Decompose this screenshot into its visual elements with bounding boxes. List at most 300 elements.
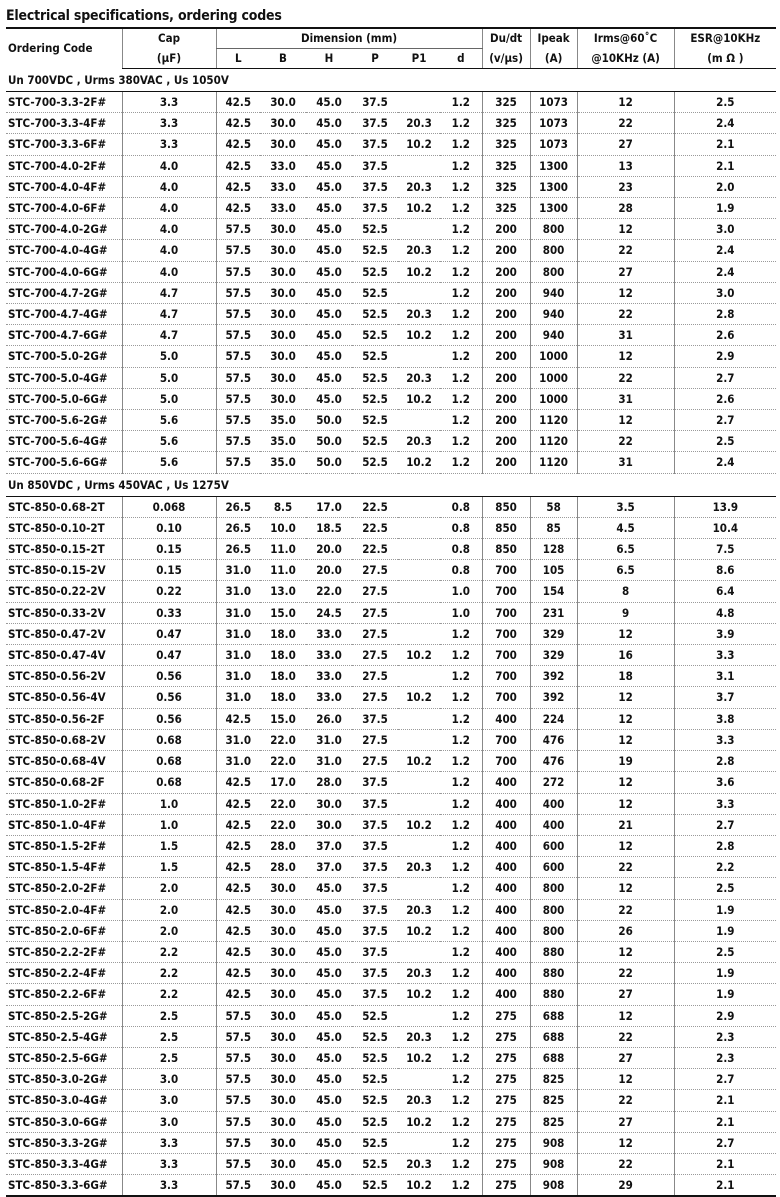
cell-P1 xyxy=(398,941,440,962)
cell-dudt: 325 xyxy=(482,134,530,155)
cell-B: 30.0 xyxy=(260,367,306,388)
cell-L: 42.5 xyxy=(216,155,260,176)
cell-ipeak: 800 xyxy=(530,899,577,920)
cell-B: 28.0 xyxy=(260,835,306,856)
table-row xyxy=(6,1132,776,1153)
cell-irms: 22 xyxy=(577,1026,674,1047)
cell-P1: 20.3 xyxy=(398,304,440,325)
cell-L: 42.5 xyxy=(216,176,260,197)
cell-dudt: 200 xyxy=(482,261,530,282)
cell-B: 13.0 xyxy=(260,581,306,602)
section-header xyxy=(6,473,776,496)
cell-H: 45.0 xyxy=(306,920,352,941)
cell-L: 57.5 xyxy=(216,1026,260,1047)
cell-ipeak: 1300 xyxy=(530,198,577,219)
cell-code: STC-700-5.0-2G# xyxy=(6,346,122,367)
cell-H: 26.0 xyxy=(306,708,352,729)
cell-irms: 28 xyxy=(577,198,674,219)
cell-cap: 4.0 xyxy=(122,198,216,219)
cell-ipeak: 688 xyxy=(530,1047,577,1068)
table-row xyxy=(6,304,776,325)
cell-H: 45.0 xyxy=(306,1026,352,1047)
cell-d: 0.8 xyxy=(440,517,482,538)
cell-d: 1.2 xyxy=(440,325,482,346)
cell-d: 1.2 xyxy=(440,941,482,962)
cell-P: 52.5 xyxy=(352,1090,398,1111)
cell-ipeak: 1300 xyxy=(530,155,577,176)
cell-irms: 27 xyxy=(577,134,674,155)
cell-B: 30.0 xyxy=(260,113,306,134)
cell-d: 1.2 xyxy=(440,1111,482,1132)
cell-cap: 3.0 xyxy=(122,1111,216,1132)
cell-cap: 0.47 xyxy=(122,645,216,666)
cell-P: 37.5 xyxy=(352,920,398,941)
table-row xyxy=(6,602,776,623)
cell-L: 31.0 xyxy=(216,687,260,708)
cell-L: 31.0 xyxy=(216,751,260,772)
cell-P: 52.5 xyxy=(352,1111,398,1132)
cell-H: 20.0 xyxy=(306,560,352,581)
table-row xyxy=(6,539,776,560)
table-row xyxy=(6,1111,776,1132)
cell-d: 1.2 xyxy=(440,155,482,176)
cell-P1 xyxy=(398,560,440,581)
cell-code: STC-850-0.68-2V xyxy=(6,729,122,750)
cell-cap: 0.22 xyxy=(122,581,216,602)
cell-irms: 23 xyxy=(577,176,674,197)
table-body xyxy=(6,69,776,1197)
cell-L: 31.0 xyxy=(216,645,260,666)
cell-d: 1.2 xyxy=(440,984,482,1005)
cell-H: 37.0 xyxy=(306,857,352,878)
cell-P: 27.5 xyxy=(352,623,398,644)
cell-irms: 22 xyxy=(577,240,674,261)
cell-L: 42.5 xyxy=(216,708,260,729)
cell-esr: 2.1 xyxy=(674,1111,776,1132)
cell-d: 1.0 xyxy=(440,602,482,623)
cell-esr: 2.5 xyxy=(674,878,776,899)
cell-esr: 2.4 xyxy=(674,452,776,473)
cell-irms: 22 xyxy=(577,857,674,878)
cell-cap: 4.0 xyxy=(122,240,216,261)
cell-L: 42.5 xyxy=(216,772,260,793)
cell-cap: 5.0 xyxy=(122,367,216,388)
cell-d: 1.2 xyxy=(440,452,482,473)
table-row xyxy=(6,176,776,197)
header-d: d xyxy=(440,49,482,69)
cell-ipeak: 800 xyxy=(530,219,577,240)
cell-d: 1.2 xyxy=(440,134,482,155)
cell-P1 xyxy=(398,282,440,303)
table-row xyxy=(6,517,776,538)
header-row-1 xyxy=(6,28,776,49)
cell-cap: 5.6 xyxy=(122,410,216,431)
cell-code: STC-850-3.0-6G# xyxy=(6,1111,122,1132)
header-H: H xyxy=(306,49,352,69)
cell-P1 xyxy=(398,772,440,793)
cell-esr: 3.1 xyxy=(674,666,776,687)
cell-P1: 10.2 xyxy=(398,814,440,835)
cell-cap: 0.56 xyxy=(122,708,216,729)
cell-esr: 2.9 xyxy=(674,346,776,367)
cell-H: 45.0 xyxy=(306,1047,352,1068)
cell-esr: 2.1 xyxy=(674,1090,776,1111)
cell-P1: 20.3 xyxy=(398,113,440,134)
cell-irms: 12 xyxy=(577,282,674,303)
table-row xyxy=(6,878,776,899)
cell-d: 1.2 xyxy=(440,282,482,303)
cell-P: 52.5 xyxy=(352,325,398,346)
cell-irms: 19 xyxy=(577,751,674,772)
cell-L: 57.5 xyxy=(216,1111,260,1132)
cell-P: 22.5 xyxy=(352,517,398,538)
cell-code: STC-850-0.68-4V xyxy=(6,751,122,772)
cell-B: 18.0 xyxy=(260,623,306,644)
cell-d: 1.2 xyxy=(440,1175,482,1197)
cell-ipeak: 58 xyxy=(530,496,577,517)
cell-L: 57.5 xyxy=(216,1047,260,1068)
header-ordering-code: Ordering Code xyxy=(6,28,122,69)
cell-d: 1.2 xyxy=(440,645,482,666)
cell-P1 xyxy=(398,539,440,560)
table-row xyxy=(6,1069,776,1090)
cell-B: 8.5 xyxy=(260,496,306,517)
cell-d: 1.2 xyxy=(440,1047,482,1068)
cell-d: 1.2 xyxy=(440,729,482,750)
cell-ipeak: 329 xyxy=(530,645,577,666)
cell-L: 42.5 xyxy=(216,963,260,984)
table-row xyxy=(6,1090,776,1111)
cell-P: 52.5 xyxy=(352,261,398,282)
cell-H: 45.0 xyxy=(306,282,352,303)
cell-esr: 13.9 xyxy=(674,496,776,517)
cell-B: 30.0 xyxy=(260,282,306,303)
cell-d: 1.0 xyxy=(440,581,482,602)
section-label: Un 850VDC , Urms 450VAC , Us 1275V xyxy=(6,473,776,496)
cell-cap: 3.3 xyxy=(122,92,216,113)
cell-L: 57.5 xyxy=(216,240,260,261)
table-row xyxy=(6,623,776,644)
cell-B: 35.0 xyxy=(260,452,306,473)
cell-dudt: 275 xyxy=(482,1005,530,1026)
cell-P1 xyxy=(398,219,440,240)
cell-P1: 20.3 xyxy=(398,431,440,452)
cell-B: 18.0 xyxy=(260,687,306,708)
cell-L: 42.5 xyxy=(216,878,260,899)
cell-code: STC-850-0.33-2V xyxy=(6,602,122,623)
cell-B: 30.0 xyxy=(260,240,306,261)
cell-code: STC-850-2.5-6G# xyxy=(6,1047,122,1068)
cell-P1 xyxy=(398,496,440,517)
cell-code: STC-700-4.0-6G# xyxy=(6,261,122,282)
cell-P1 xyxy=(398,1069,440,1090)
cell-L: 42.5 xyxy=(216,92,260,113)
cell-L: 57.5 xyxy=(216,1005,260,1026)
cell-L: 31.0 xyxy=(216,729,260,750)
cell-esr: 3.9 xyxy=(674,623,776,644)
cell-P: 27.5 xyxy=(352,602,398,623)
table-row xyxy=(6,410,776,431)
cell-dudt: 850 xyxy=(482,517,530,538)
cell-P1 xyxy=(398,581,440,602)
cell-irms: 12 xyxy=(577,1132,674,1153)
header-dudt: Du/dt xyxy=(482,28,530,49)
header-cap-unit: (μF) xyxy=(122,49,216,69)
table-row xyxy=(6,1153,776,1174)
table-row xyxy=(6,198,776,219)
cell-irms: 12 xyxy=(577,729,674,750)
cell-dudt: 700 xyxy=(482,666,530,687)
cell-H: 18.5 xyxy=(306,517,352,538)
cell-d: 1.2 xyxy=(440,1132,482,1153)
cell-code: STC-700-4.7-4G# xyxy=(6,304,122,325)
cell-B: 30.0 xyxy=(260,1005,306,1026)
cell-code: STC-850-0.22-2V xyxy=(6,581,122,602)
cell-ipeak: 392 xyxy=(530,687,577,708)
cell-irms: 12 xyxy=(577,708,674,729)
cell-H: 45.0 xyxy=(306,346,352,367)
cell-esr: 2.7 xyxy=(674,814,776,835)
cell-L: 31.0 xyxy=(216,560,260,581)
cell-ipeak: 1000 xyxy=(530,346,577,367)
cell-H: 45.0 xyxy=(306,92,352,113)
cell-cap: 3.3 xyxy=(122,1175,216,1197)
cell-esr: 2.5 xyxy=(674,941,776,962)
cell-L: 26.5 xyxy=(216,496,260,517)
cell-code: STC-700-4.7-2G# xyxy=(6,282,122,303)
cell-B: 30.0 xyxy=(260,261,306,282)
cell-P1 xyxy=(398,346,440,367)
cell-L: 57.5 xyxy=(216,261,260,282)
cell-irms: 27 xyxy=(577,261,674,282)
cell-cap: 3.3 xyxy=(122,1153,216,1174)
cell-d: 1.2 xyxy=(440,1090,482,1111)
cell-d: 1.2 xyxy=(440,176,482,197)
header-irms: Irms@60˚C xyxy=(577,28,674,49)
cell-P: 52.5 xyxy=(352,1047,398,1068)
cell-P1: 10.2 xyxy=(398,1111,440,1132)
cell-P: 37.5 xyxy=(352,155,398,176)
cell-L: 57.5 xyxy=(216,325,260,346)
table-row xyxy=(6,729,776,750)
cell-code: STC-850-1.0-4F# xyxy=(6,814,122,835)
cell-H: 45.0 xyxy=(306,963,352,984)
cell-P1 xyxy=(398,878,440,899)
cell-B: 22.0 xyxy=(260,729,306,750)
cell-P1 xyxy=(398,155,440,176)
cell-dudt: 200 xyxy=(482,452,530,473)
cell-L: 57.5 xyxy=(216,1132,260,1153)
cell-esr: 2.1 xyxy=(674,1175,776,1197)
cell-esr: 1.9 xyxy=(674,984,776,1005)
cell-dudt: 200 xyxy=(482,304,530,325)
cell-P1: 20.3 xyxy=(398,857,440,878)
cell-P: 52.5 xyxy=(352,452,398,473)
cell-esr: 3.3 xyxy=(674,729,776,750)
cell-cap: 2.0 xyxy=(122,878,216,899)
cell-ipeak: 940 xyxy=(530,325,577,346)
cell-cap: 3.0 xyxy=(122,1069,216,1090)
cell-L: 57.5 xyxy=(216,1090,260,1111)
cell-dudt: 200 xyxy=(482,325,530,346)
cell-code: STC-850-0.47-2V xyxy=(6,623,122,644)
cell-esr: 3.3 xyxy=(674,645,776,666)
cell-P: 52.5 xyxy=(352,1132,398,1153)
cell-cap: 0.56 xyxy=(122,687,216,708)
cell-d: 1.2 xyxy=(440,878,482,899)
cell-irms: 22 xyxy=(577,431,674,452)
cell-irms: 31 xyxy=(577,452,674,473)
cell-H: 30.0 xyxy=(306,793,352,814)
cell-H: 45.0 xyxy=(306,878,352,899)
cell-H: 45.0 xyxy=(306,219,352,240)
cell-irms: 12 xyxy=(577,835,674,856)
cell-cap: 0.10 xyxy=(122,517,216,538)
cell-P1: 10.2 xyxy=(398,325,440,346)
cell-ipeak: 688 xyxy=(530,1005,577,1026)
cell-ipeak: 800 xyxy=(530,920,577,941)
cell-P1 xyxy=(398,835,440,856)
cell-code: STC-700-5.6-4G# xyxy=(6,431,122,452)
cell-P1: 10.2 xyxy=(398,261,440,282)
cell-P1: 20.3 xyxy=(398,240,440,261)
section-header xyxy=(6,69,776,92)
cell-L: 57.5 xyxy=(216,1153,260,1174)
cell-esr: 2.8 xyxy=(674,835,776,856)
cell-dudt: 275 xyxy=(482,1090,530,1111)
cell-P1 xyxy=(398,602,440,623)
cell-esr: 3.3 xyxy=(674,793,776,814)
cell-P1: 10.2 xyxy=(398,134,440,155)
cell-ipeak: 128 xyxy=(530,539,577,560)
cell-irms: 6.5 xyxy=(577,539,674,560)
cell-irms: 9 xyxy=(577,602,674,623)
cell-d: 1.2 xyxy=(440,963,482,984)
cell-P: 52.5 xyxy=(352,219,398,240)
cell-ipeak: 908 xyxy=(530,1175,577,1197)
cell-cap: 2.0 xyxy=(122,920,216,941)
cell-irms: 12 xyxy=(577,1005,674,1026)
cell-ipeak: 825 xyxy=(530,1111,577,1132)
cell-ipeak: 85 xyxy=(530,517,577,538)
cell-cap: 5.0 xyxy=(122,388,216,409)
cell-esr: 2.7 xyxy=(674,367,776,388)
cell-P1 xyxy=(398,623,440,644)
cell-cap: 5.6 xyxy=(122,452,216,473)
cell-esr: 3.6 xyxy=(674,772,776,793)
cell-H: 30.0 xyxy=(306,814,352,835)
cell-code: STC-850-3.0-4G# xyxy=(6,1090,122,1111)
cell-P: 52.5 xyxy=(352,1026,398,1047)
table-row xyxy=(6,581,776,602)
cell-H: 45.0 xyxy=(306,325,352,346)
cell-code: STC-850-0.56-4V xyxy=(6,687,122,708)
cell-P1: 10.2 xyxy=(398,751,440,772)
cell-H: 20.0 xyxy=(306,539,352,560)
cell-P1 xyxy=(398,410,440,431)
cell-irms: 26 xyxy=(577,920,674,941)
cell-H: 45.0 xyxy=(306,1005,352,1026)
cell-ipeak: 400 xyxy=(530,793,577,814)
cell-L: 42.5 xyxy=(216,814,260,835)
cell-dudt: 200 xyxy=(482,367,530,388)
cell-cap: 3.3 xyxy=(122,1132,216,1153)
cell-d: 1.2 xyxy=(440,261,482,282)
cell-code: STC-850-1.0-2F# xyxy=(6,793,122,814)
cell-code: STC-850-2.0-6F# xyxy=(6,920,122,941)
cell-P: 37.5 xyxy=(352,835,398,856)
cell-irms: 22 xyxy=(577,899,674,920)
cell-code: STC-850-3.3-2G# xyxy=(6,1132,122,1153)
cell-P: 52.5 xyxy=(352,1005,398,1026)
cell-dudt: 700 xyxy=(482,623,530,644)
cell-L: 42.5 xyxy=(216,941,260,962)
cell-code: STC-850-2.0-4F# xyxy=(6,899,122,920)
cell-ipeak: 154 xyxy=(530,581,577,602)
cell-H: 45.0 xyxy=(306,261,352,282)
table-row xyxy=(6,496,776,517)
cell-ipeak: 231 xyxy=(530,602,577,623)
cell-P: 37.5 xyxy=(352,899,398,920)
cell-cap: 4.0 xyxy=(122,155,216,176)
cell-ipeak: 908 xyxy=(530,1153,577,1174)
cell-cap: 3.0 xyxy=(122,1090,216,1111)
cell-ipeak: 224 xyxy=(530,708,577,729)
cell-P1: 10.2 xyxy=(398,452,440,473)
cell-esr: 2.8 xyxy=(674,751,776,772)
cell-esr: 1.9 xyxy=(674,198,776,219)
cell-dudt: 700 xyxy=(482,602,530,623)
table-row xyxy=(6,963,776,984)
cell-cap: 0.56 xyxy=(122,666,216,687)
table-row xyxy=(6,282,776,303)
cell-ipeak: 825 xyxy=(530,1069,577,1090)
cell-B: 22.0 xyxy=(260,793,306,814)
table-row xyxy=(6,666,776,687)
cell-esr: 2.7 xyxy=(674,1132,776,1153)
table-row xyxy=(6,452,776,473)
cell-irms: 12 xyxy=(577,219,674,240)
cell-L: 57.5 xyxy=(216,431,260,452)
cell-P1: 10.2 xyxy=(398,198,440,219)
cell-esr: 2.4 xyxy=(674,261,776,282)
cell-dudt: 700 xyxy=(482,581,530,602)
cell-code: STC-850-2.2-6F# xyxy=(6,984,122,1005)
table-row xyxy=(6,708,776,729)
cell-P: 37.5 xyxy=(352,92,398,113)
cell-d: 1.2 xyxy=(440,346,482,367)
cell-dudt: 275 xyxy=(482,1132,530,1153)
cell-B: 30.0 xyxy=(260,984,306,1005)
cell-cap: 4.7 xyxy=(122,282,216,303)
cell-dudt: 700 xyxy=(482,751,530,772)
cell-H: 22.0 xyxy=(306,581,352,602)
cell-H: 31.0 xyxy=(306,729,352,750)
cell-code: STC-700-4.0-6F# xyxy=(6,198,122,219)
cell-B: 30.0 xyxy=(260,1090,306,1111)
cell-P: 52.5 xyxy=(352,410,398,431)
cell-dudt: 200 xyxy=(482,410,530,431)
cell-code: STC-850-2.5-4G# xyxy=(6,1026,122,1047)
cell-irms: 13 xyxy=(577,155,674,176)
cell-irms: 12 xyxy=(577,793,674,814)
cell-esr: 2.6 xyxy=(674,388,776,409)
cell-cap: 0.68 xyxy=(122,751,216,772)
cell-H: 45.0 xyxy=(306,367,352,388)
cell-cap: 3.3 xyxy=(122,113,216,134)
cell-esr: 2.1 xyxy=(674,155,776,176)
cell-dudt: 200 xyxy=(482,282,530,303)
